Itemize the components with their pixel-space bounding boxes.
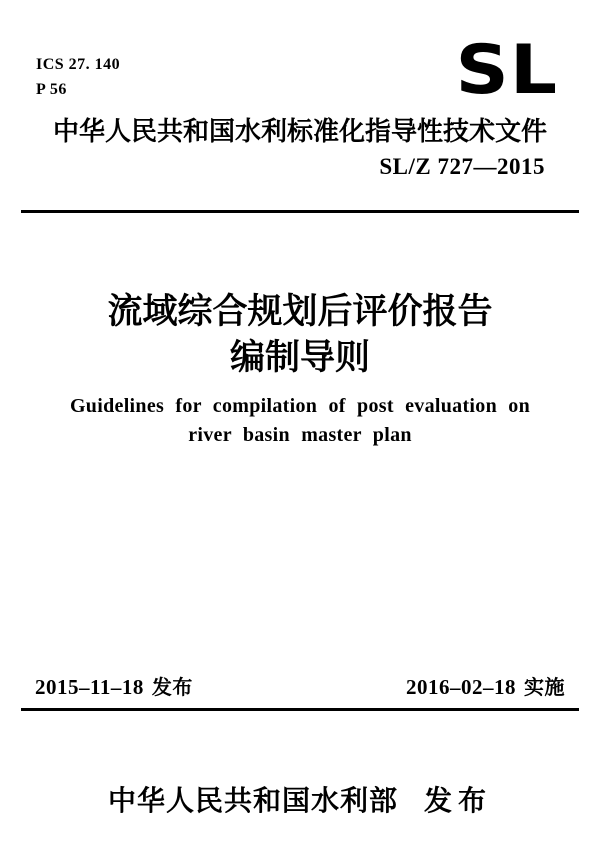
dates-row <box>35 671 565 700</box>
publisher-action: 发布 <box>424 784 493 817</box>
sl-logo: SL <box>455 30 558 110</box>
main-title-chinese <box>0 289 600 381</box>
main-title-en-line1: Guidelines for compilation of post evaluation on <box>69 395 531 417</box>
implementation-date-group <box>406 671 565 700</box>
bottom-divider-rule <box>21 708 579 711</box>
publisher-name: 中华人民共和国水利部 <box>107 784 398 817</box>
top-divider-rule <box>21 210 579 213</box>
issue-date-label: 发布 <box>151 675 193 699</box>
main-title-en-line2: river basin master plan <box>188 424 412 446</box>
issue-date-group <box>35 671 193 700</box>
classification-block <box>36 52 120 102</box>
standard-number: SL/Z 727—2015 <box>379 154 545 179</box>
ics-code: ICS 27. 140 <box>36 56 121 73</box>
main-title-english <box>0 392 600 450</box>
document-type-heading: 中华人民共和国水利标准化指导性技术文件 <box>52 117 547 147</box>
implementation-date-label: 实施 <box>524 675 565 699</box>
main-title-cn-line1: 流域综合规划后评价报告 <box>107 292 493 332</box>
implementation-date: 2016–02–18 <box>406 675 516 699</box>
main-title-cn-line2: 编制导则 <box>229 338 370 378</box>
publisher-line <box>0 779 600 819</box>
issue-date: 2015–11–18 <box>35 675 144 699</box>
doc-classification-code: P 56 <box>36 81 67 98</box>
